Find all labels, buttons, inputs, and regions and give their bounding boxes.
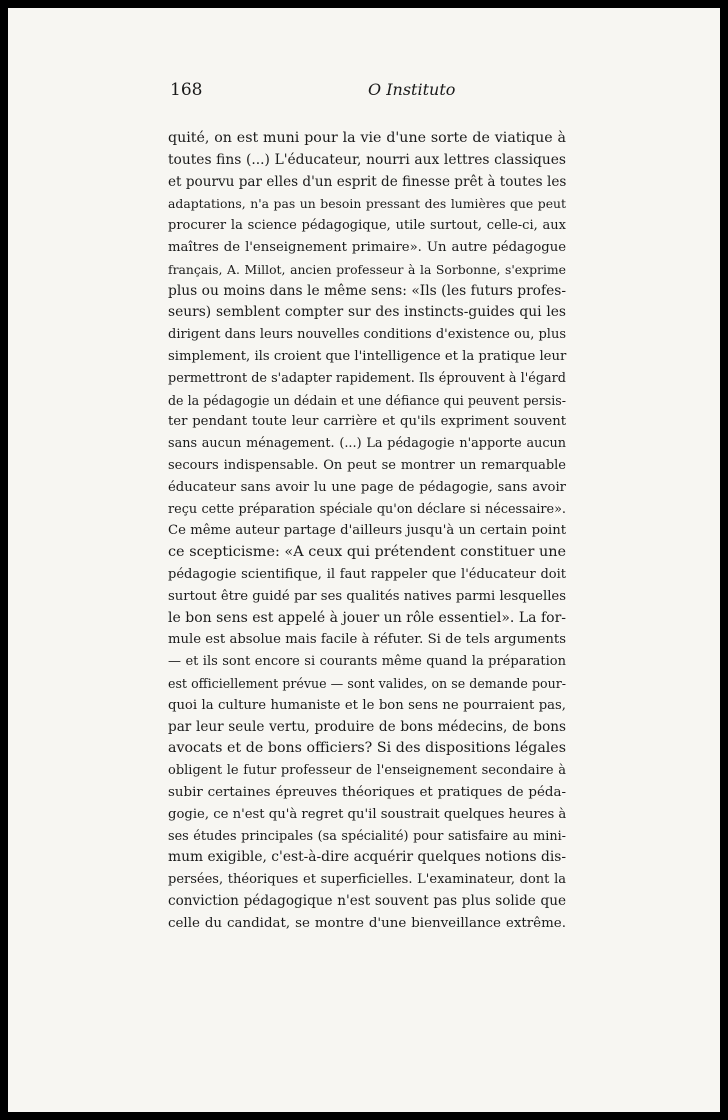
text-line: toutes fins (...) L'éducateur, nourri aux lettres classiques bbox=[168, 151, 566, 168]
text-line: Ce même auteur partage d'ailleurs jusqu'à un certain point bbox=[168, 523, 566, 539]
text-line: dirigent dans leurs nouvelles conditions d'existence ou, plus bbox=[168, 327, 566, 343]
text-line: adaptations, n'a pas un besoin pressant des lumières que peut bbox=[168, 196, 566, 212]
text-line: surtout être guidé par ses qualités natives parmi lesquelles bbox=[168, 588, 566, 604]
text-line: obligent le futur professeur de l'enseignement secondaire à bbox=[168, 763, 566, 779]
text-line: secours indispensable. On peut se montrer un remarquable bbox=[168, 457, 566, 473]
text-line: — et ils sont encore si courants même quand la préparation bbox=[168, 654, 566, 670]
text-line: subir certaines épreuves théoriques et pratiques de péda- bbox=[168, 784, 566, 800]
running-title: O Instituto bbox=[368, 80, 456, 99]
text-line: sans aucun ménagement. (...) La pédagogie n'apporte aucun bbox=[168, 436, 566, 452]
text-line: de la pédagogie un dédain et une défiance qui peuvent persis- bbox=[168, 392, 566, 408]
text-line: reçu cette préparation spéciale qu'on déclare si nécessaire». bbox=[168, 501, 566, 517]
text-line: par leur seule vertu, produire de bons médecins, de bons bbox=[168, 718, 566, 735]
text-line: quité, on est muni pour la vie d'une sorte de viatique à bbox=[168, 130, 566, 146]
body-text bbox=[168, 128, 566, 934]
text-line: mum exigible, c'est-à-dire acquérir quelques notions dis- bbox=[168, 849, 566, 866]
text-line: seurs) semblent compter sur des instincts-guides qui les bbox=[168, 304, 566, 321]
text-line: est officiellement prévue — sont valides, on se demande pour- bbox=[168, 675, 566, 691]
text-line: français, A. Millot, ancien professeur à la Sorbonne, s'exprime bbox=[168, 261, 566, 277]
text-line: ses études principales (sa spécialité) pour satisfaire au mini- bbox=[168, 828, 566, 844]
text-line: et pourvu par elles d'un esprit de finesse prêt à toutes les bbox=[168, 173, 567, 190]
page-number: 168 bbox=[170, 80, 203, 100]
text-line: avocats et de bons officiers? Si des dispositions légales bbox=[168, 740, 566, 757]
text-line: persées, théoriques et superficielles. L'examinateur, dont la bbox=[168, 872, 566, 888]
text-line: quoi la culture humaniste et le bon sens ne pourraient pas, bbox=[168, 697, 566, 713]
text-line: simplement, ils croient que l'intelligence et la pratique leur bbox=[168, 348, 567, 364]
text-line: pédagogie scientifique, il faut rappeler que l'éducateur doit bbox=[168, 566, 566, 582]
text-line: le bon sens est appelé à jouer un rôle essentiel». La for- bbox=[168, 609, 566, 626]
text-line: éducateur sans avoir lu une page de pédagogie, sans avoir bbox=[168, 479, 566, 495]
text-line: ce scepticisme: «A ceux qui prétendent constituer une bbox=[168, 544, 566, 561]
text-line: permettront de s'adapter rapidement. Ils éprouvent à l'égard bbox=[168, 370, 566, 386]
text-line: ter pendant toute leur carrière et qu'ils expriment souvent bbox=[168, 414, 566, 430]
text-line: conviction pédagogique n'est souvent pas plus solide que bbox=[168, 892, 566, 909]
book-page bbox=[8, 8, 720, 1112]
text-line: celle du candidat, se montre d'une bienveillance extrême. bbox=[168, 915, 566, 931]
text-line: plus ou moins dans le même sens: «Ils (les futurs profes- bbox=[168, 282, 566, 299]
text-line: mule est absolue mais facile à réfuter. Si de tels arguments bbox=[168, 632, 566, 648]
text-line: maîtres de l'enseignement primaire». Un autre pédagogue bbox=[168, 239, 566, 255]
text-line: procurer la science pédagogique, utile surtout, celle-ci, aux bbox=[168, 218, 566, 234]
text-line: gogie, ce n'est qu'à regret qu'il soustrait quelques heures à bbox=[168, 806, 567, 822]
page-header bbox=[170, 80, 570, 104]
